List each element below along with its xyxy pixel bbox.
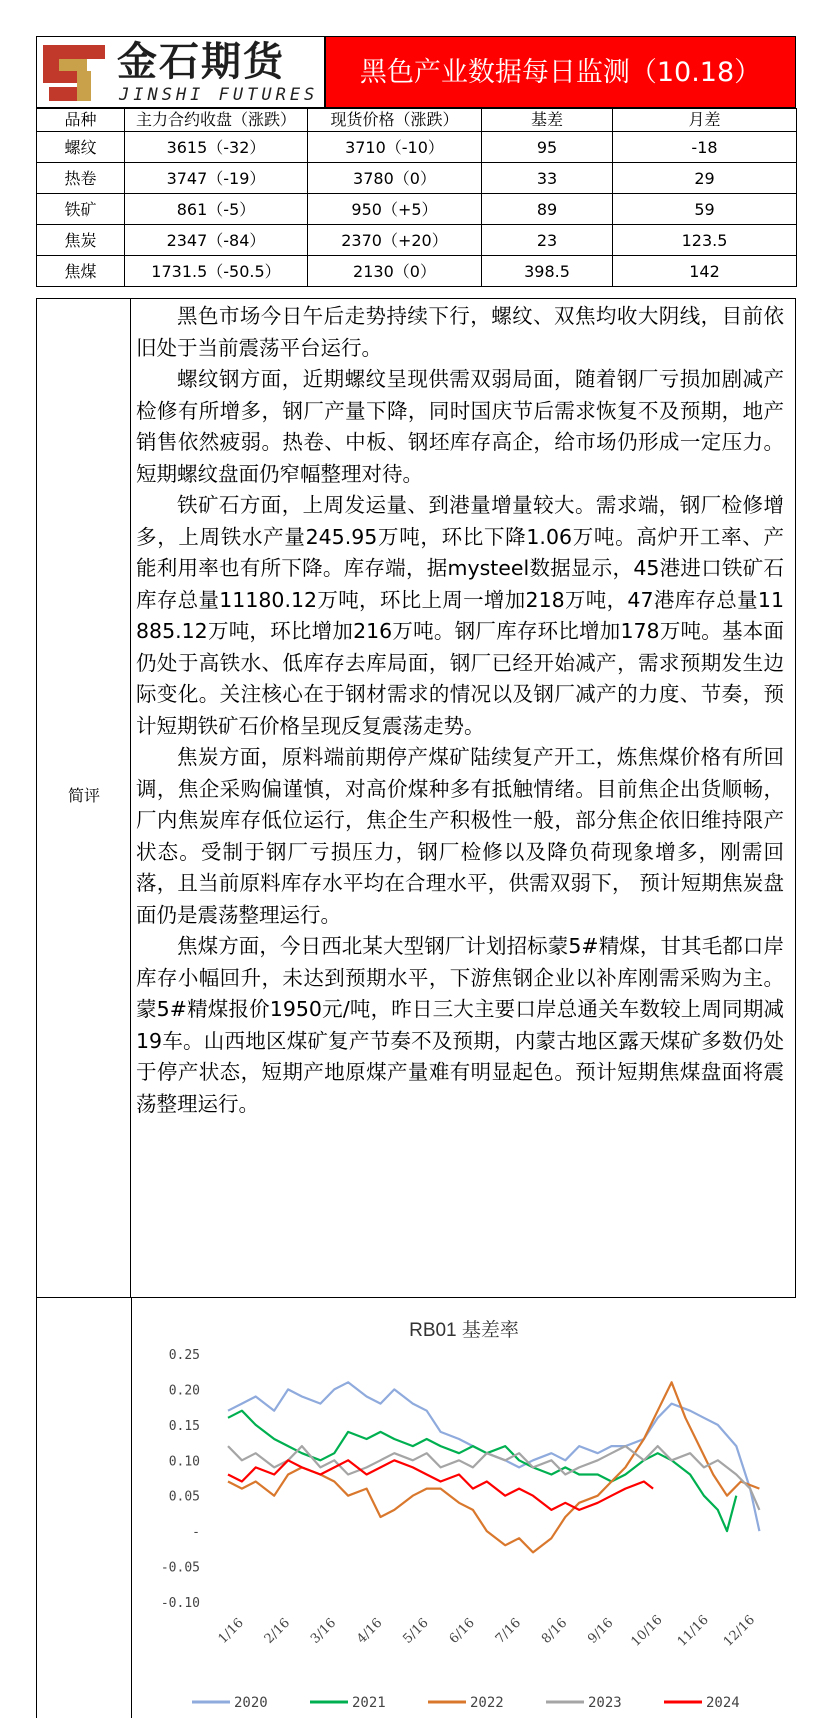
x-tick-label: 5/16 <box>400 1615 432 1647</box>
header-main-contract-close: 主力合约收盘（涨跌） <box>125 109 308 132</box>
table-row <box>37 256 797 287</box>
cell-contract-close: 2347（-84） <box>125 225 308 256</box>
logo-text-en: JINSHI FUTURES <box>119 85 319 105</box>
x-tick-label: 12/16 <box>720 1612 759 1650</box>
basis-rate-chart <box>132 1298 797 1718</box>
y-tick-label: 0.25 <box>168 1348 200 1363</box>
cell-basis: 95 <box>482 132 613 163</box>
header-month-spread: 月差 <box>613 109 797 132</box>
chart-section <box>36 1298 796 1718</box>
logo-text-cn: 金石期货 <box>117 38 285 85</box>
commentary-label-cell <box>37 299 131 1297</box>
table-row <box>37 194 797 225</box>
y-tick-label: - <box>192 1525 200 1541</box>
x-tick-label: 7/16 <box>492 1615 525 1647</box>
table-row <box>37 225 797 256</box>
cell-spot-price: 3710（-10） <box>308 132 482 163</box>
header-spot-price: 现货价格（涨跌） <box>308 109 482 132</box>
company-logo <box>36 36 325 108</box>
cell-contract-close: 3615（-32） <box>125 132 308 163</box>
cell-variety: 铁矿 <box>37 194 125 225</box>
commentary-text <box>136 301 784 1120</box>
report-header <box>36 36 796 108</box>
table-row <box>37 132 797 163</box>
y-tick-label: 0.15 <box>168 1418 200 1434</box>
cell-month-spread: 59 <box>613 194 797 225</box>
table-header-row <box>37 109 797 132</box>
legend-label-2020: 2020 <box>234 1695 268 1711</box>
series-line-2021 <box>228 1411 736 1531</box>
cell-spot-price: 950（+5） <box>308 194 482 225</box>
commentary-paragraph-overview: 黑色市场今日午后走势持续下行，螺纹、双焦均收大阴线，目前依旧处于当前震荡平台运行。 <box>136 304 784 360</box>
cell-basis: 398.5 <box>482 256 613 287</box>
x-tick-label: 4/16 <box>354 1615 386 1647</box>
cell-basis: 23 <box>482 225 613 256</box>
cell-variety: 焦煤 <box>37 256 125 287</box>
legend-label-2022: 2022 <box>470 1695 504 1711</box>
price-table <box>36 108 797 287</box>
report-title: 黑色产业数据每日监测（10.18） <box>325 36 796 108</box>
y-tick-label: 0.10 <box>168 1454 200 1470</box>
cell-month-spread: 142 <box>613 256 797 287</box>
cell-month-spread: 123.5 <box>613 225 797 256</box>
cell-contract-close: 3747（-19） <box>125 163 308 194</box>
table-row <box>37 163 797 194</box>
x-tick-label: 6/16 <box>446 1615 478 1647</box>
commentary-paragraph-coking-coal: 焦煤方面，今日西北某大型钢厂计划招标蒙5#精煤，甘其毛都口岸库存小幅回升，未达到预期水平，下游焦钢企业以补库刚需采购为主。蒙5#精煤报价1950元/吨，昨日三大主要口岸总通关车数较上周同期减19车。山西地区煤矿复产节奏不及预期，内蒙古地区露天煤矿多数仍处于停产状态，短期产地原煤产量难有明显起色。预计短期焦煤盘面将震荡整理运行。 <box>136 934 784 1116</box>
cell-variety: 焦炭 <box>37 225 125 256</box>
cell-month-spread: 29 <box>613 163 797 194</box>
legend-label-2023: 2023 <box>588 1695 622 1711</box>
x-tick-label: 1/16 <box>215 1615 247 1647</box>
x-tick-label: 2/16 <box>261 1615 294 1647</box>
cell-variety: 螺纹 <box>37 132 125 163</box>
cell-spot-price: 3780（0） <box>308 163 482 194</box>
commentary-paragraph-rebar: 螺纹钢方面，近期螺纹呈现供需双弱局面，随着钢厂亏损加剧减产检修有所增多，钢厂产量下降，同时国庆节后需求恢复不及预期，地产销售依然疲弱。热卷、中板、钢坯库存高企，给市场仍形成一定压力。短期螺纹盘面仍窄幅整理对待。 <box>136 367 784 486</box>
commentary-label: 简评 <box>67 786 100 805</box>
cell-spot-price: 2370（+20） <box>308 225 482 256</box>
y-tick-label: 0.05 <box>168 1489 200 1505</box>
cell-basis: 89 <box>482 194 613 225</box>
chart-title: RB01 基差率 <box>409 1320 519 1341</box>
cell-variety: 热卷 <box>37 163 125 194</box>
cell-spot-price: 2130（0） <box>308 256 482 287</box>
commentary-section <box>36 298 796 1298</box>
y-tick-label: -0.05 <box>160 1560 200 1576</box>
cell-basis: 33 <box>482 163 613 194</box>
commentary-paragraph-iron-ore: 铁矿石方面，上周发运量、到港量增量较大。需求端，钢厂检修增多，上周铁水产量245.95万吨，环比下降1.06万吨。高炉开工率、产能利用率也有所下降。库存端，据mysteel数据显示，45港进口铁矿石库存总量11180.12万吨，环比上周一增加218万吨，47港库存总量11885.12万吨，环比增加216万吨。钢厂库存环比增加178万吨。基本面仍处于高铁水、低库存去库局面，钢厂已经开始减产，需求预期发生边际变化。关注核心在于钢材需求的情况以及钢厂减产的力度、节奏，预计短期铁矿石价格呈现反复震荡走势。 <box>136 493 784 738</box>
x-tick-label: 9/16 <box>585 1615 617 1647</box>
x-tick-label: 11/16 <box>674 1612 712 1650</box>
legend-label-2024: 2024 <box>706 1695 740 1711</box>
header-variety: 品种 <box>37 109 125 132</box>
header-basis: 基差 <box>482 109 613 132</box>
legend-label-2021: 2021 <box>352 1695 386 1711</box>
y-tick-label: 0.20 <box>168 1383 200 1399</box>
cell-contract-close: 861（-5） <box>125 194 308 225</box>
logo-mark-icon <box>41 43 107 103</box>
x-tick-label: 10/16 <box>628 1612 666 1650</box>
y-tick-label: -0.10 <box>160 1596 200 1611</box>
cell-month-spread: -18 <box>613 132 797 163</box>
commentary-paragraph-coke: 焦炭方面，原料端前期停产煤矿陆续复产开工，炼焦煤价格有所回调，焦企采购偏谨慎，对高价煤种多有抵触情绪。目前焦企出货顺畅，厂内焦炭库存低位运行，焦企生产积极性一般，部分焦企依旧维持限产状态。受制于钢厂亏损压力，钢厂检修以及降负荷现象增多，刚需回落，且当前原料库存水平均在合理水平，供需双弱下， 预计短期焦炭盘面仍是震荡整理运行。 <box>136 745 784 927</box>
x-tick-label: 8/16 <box>539 1615 571 1647</box>
cell-contract-close: 1731.5（-50.5） <box>125 256 308 287</box>
x-tick-label: 3/16 <box>307 1615 340 1647</box>
